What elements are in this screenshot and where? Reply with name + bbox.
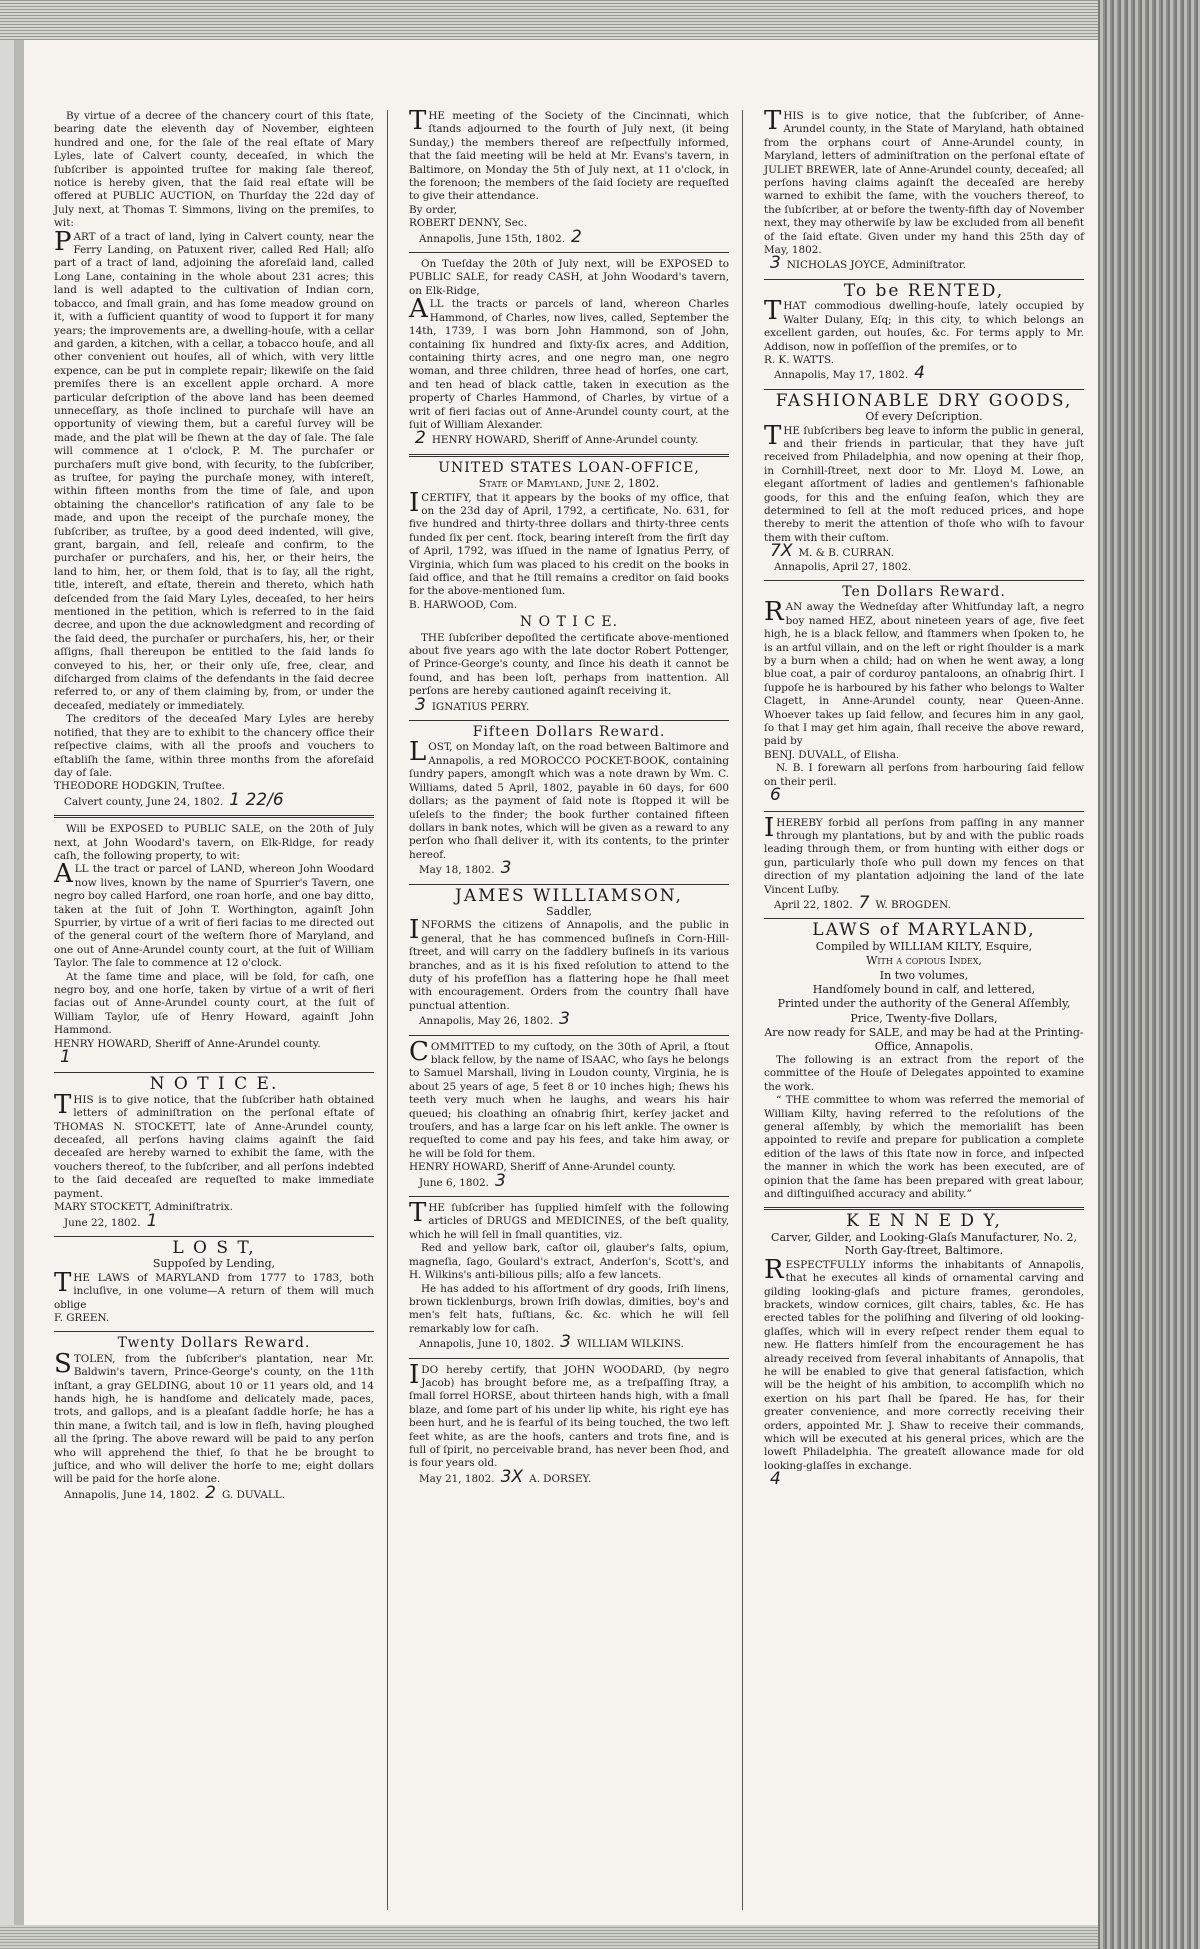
ad-fifteen-dollars [409, 726, 729, 877]
ad-line: Compiled by WILLIAM KILTY, Esquire, [815, 939, 1033, 953]
ad-subtitle: Carver, Gilder, and Looking-Glaſs Manufacturer, No. 2, North Gay-ſtreet, Baltimore. [771, 1230, 1077, 1258]
ad-loan-office [409, 459, 729, 715]
column-rule [742, 110, 743, 1910]
column-1 [54, 110, 374, 1508]
ad-body: ALL the tracts or parcels of land, whereon Charles Hammond, of Charles, now lives, called, September the 14th, 1739, I was born John Hammond, son of John, containing ſix hundred and ſixty-ſix acres, and Addition, containing thirty acres, and one negro man, one negro woman, and three children, three head of horſes, one cart, and ten head of black cattle, taken in execution as the property of Charles Hammond, of Charles, by virtue of a writ of fieri facias out of Anne-Arundel county court, at the ſuit of William Alexander. [409, 294, 729, 431]
ad-divider [764, 811, 1084, 812]
ad-date: April 22, 1802. [774, 898, 853, 911]
ad-subtitle: Suppoſed by Lending, [152, 1257, 276, 1271]
ad-body: IDO hereby certify, that JOHN WOODARD, (by negro Jacob) has brought before me, as a treſpaſſing ſtray, a ſmall ſorrel HORSE, about thirteen hands high, with a ſmall blaze, and ſome part of his under lip white, his right eye has been hurt, and he is fearful of its being touched, the two left feet white, as are the hoofs, canters and trots fine, and is full of ſpirit, no perceivable brand, has never been ſhod, and is four years old. [409, 1359, 729, 1470]
ad-divider [409, 1035, 729, 1036]
handwritten-mark: 1 22/6 [229, 789, 284, 810]
ad-title: N O T I C E. [149, 1074, 279, 1095]
handwritten-mark: 3X [500, 1466, 524, 1487]
ad-signer: WILLIAM WILKINS. [576, 1338, 684, 1351]
ad-body: INFORMS the citizens of Annapolis, and the public in general, that he has commenced buſineſs in Corn-Hill-ſtreet, and will carry on the ſaddlery buſineſs in its various branches, and as it is his fixed reſolution to attend to the duty of his profeſſion has a flattering hope he ſhall meet with encouragement. Orders from the country ſhall have punctual attention. [409, 915, 729, 1012]
ad-signer: M. & B. CURRAN. [798, 547, 895, 560]
ad-signer: THEODORE HODGKIN, Truſtee. [54, 780, 225, 793]
ad-divider [54, 1072, 374, 1073]
ad-subtitle: Saddler, [546, 904, 592, 918]
ad-twenty-dollars [54, 1337, 374, 1502]
ad-title: K E N N E D Y, [846, 1211, 1002, 1232]
ad-signer: IGNATIUS PERRY. [431, 700, 530, 713]
ad-signer: MARY STOCKETT, Adminiſtratrix. [54, 1201, 233, 1214]
ad-signer: ROBERT DENNY, Sec. [409, 217, 528, 230]
ad-body: RESPECTFULLY informs the inhabitants of Annapolis, that he executes all kinds of ornamental carving and gilding looking-glaſs and picture frames, gerondoles, brackets, window cornices, gilt chairs, tables, &c. He has erected tables for the poliſhing and ſilvering of old looking-glaſſes, which will in every reſpect render them equal to new. He flatters himſelf from the encouragement he has already received from ſeveral inhabitants of Annapolis, that he will be enabled to give that general ſatisfaction, which will be the height of his ambition, to accompliſh which no exertion on his part ſhall be ſpared. He has, for their greater convenience, and more correctly receiving their orders, appointed Mr. J. Shaw to receive their commands, which will be executed at his general prices, which are the loweſt Philadelphia. The greateſt allowance made for old looking-glaſſes in exchange. [764, 1254, 1084, 1472]
ad-body: IHEREBY forbid all perſons from paſſing in any manner through my plantations, but by and with the public roads leading through them, or from hunting with either dogs or gun, particularly thoſe who pull down my fences on that direction of my plantation adjoining the land of the late Vincent Luſby. [764, 812, 1084, 896]
column-rule [387, 110, 388, 1910]
ad-signer: F. GREEN. [54, 1311, 110, 1324]
ad-body: STOLEN, from the ſubſcriber's plantation, near Mr. Baldwin's tavern, Prince-George's county, on the 11th inſtant, a gray GELDING, about 10 or 11 years old, and 14 hands high, he is handſome and delicately made, paces, trots, and gallops, and is a pleaſant ſaddle horſe; he has a thin mane, a ſwitch tail, and is low in fleſh, having ploughed all the ſpring. The above reward will be paid to any perſon who will apprehend the thief, ſo that he be brought to juſtice, and who will deliver the horſe to me; eight dollars will be paid for the horſe alone. [54, 1348, 374, 1486]
ad-title: Fifteen Dollars Reward. [472, 724, 666, 741]
scan-bottom-edge [0, 1925, 1098, 1949]
ad-divider [54, 1331, 374, 1332]
handwritten-mark: 1 [146, 1210, 158, 1231]
ad-hammond-sale [409, 258, 729, 448]
ad-date: May 18, 1802. [419, 864, 495, 877]
ad-joyce [764, 106, 1085, 274]
ad-line: In two volumes, [879, 968, 969, 982]
ad-signer: NICHOLAS JOYCE, Adminiſtrator. [786, 259, 966, 272]
ad-williamson [409, 885, 729, 1030]
ad-signer: A. DORSEY. [529, 1472, 592, 1485]
ad-body: THE ſubſcribers beg leave to inform the public in general, and their friends in particular, that they have juſt received from Philadelphia, and now opening at their ſhop, in Cornhill-ſtreet, next door to Mr. Lloyd M. Lowe, an elegant aſſortment of ladies and gentlemen's faſhionable goods, for this and the enſuing ſeaſon, which they are determined to ſell at the moſt reduced prices, and hope thereby to merit the attention of thoſe who wiſh to favour them with their cuſtom. [764, 420, 1084, 544]
ad-body: THE ſubſcriber has ſupplied himſelf with the following articles of DRUGS and MEDICINES, of the beſt quality, which he will ſell in ſmall quantities, viz. [409, 1198, 729, 1241]
ad-signer: B. HARWOOD, Com. [409, 598, 518, 611]
handwritten-mark: 7X [770, 541, 793, 562]
handwritten-mark: 1 [60, 1047, 71, 1068]
ad-divider [764, 1207, 1084, 1210]
handwritten-mark: 3 [559, 1009, 570, 1030]
ad-divider [409, 720, 729, 721]
ad-body: PART of a tract of land, lying in Calvert county, near the Ferry Landing, on Patuxent river, called Red Hall; alſo part of a tract of land, adjoining the aforeſaid land, called Long Lane, containing in the whole about 231 acres; this land is well adapted to the cultivation of Indian corn, tobacco, and ſmall grain, and has ſome meadow ground on it, with a ſufficient quantity of wood to ſupport it for many years; the improvements are, a dwelling-houſe, with a cellar and garden, a kitchen, with a cellar, a tobacco houſe, and all other convenient out houſes, all of which, with very little expence, can be put in complete repair; likewiſe on the ſaid premiſes there is an excellent apple orchard. A more particular deſcription of the above land has been deemed unneceſſary, as thoſe inclined to purchaſe will have an opportunity of viewing them, but a careful ſurvey will be made, and the plat will be ſhewn at the day of ſale. The ſale will commence at 1 o'clock, P. M. The purchaſer or purchaſers muſt give bond, with ſecurity, to the ſubſcriber, as truſtee, for paying the purchaſe money, with intereſt, within fifteen months from the time of ſale, and upon obtaining the chancellor's ratification of any ſale to be made, and upon the receipt of the purchaſe money, the ſubſcriber, as truſtee, by a good deed indented, will give, grant, bargain, and ſell, releaſe and confirm, to the purchaſer or purchaſers, and his, her, or their heirs, the land to him, her, or them ſold, that is to ſay, all the right, title, intereſt, and eſtate, therein and thereto, which hath deſcended from the ſaid Mary Lyles, deceaſed, to her heirs mentioned in the petition, which is referred to in the ſaid decree, and upon the due acknowledgment and recording of the ſaid deed, the purchaſer or purchaſers, his, her, or their aſſigns, ſhall thereupon be entitled to the ſaid lands ſo conveyed to his, her, or their only uſe, free, clear, and diſcharged from claims of the defendants in the ſaid decree referred to, or any of them claiming by, from, or under the deceaſed, mediately or immediately. [54, 226, 374, 712]
ad-list: Red and yellow bark, caſtor oil, glauber's ſalts, opium, magneſia, ſago, Goulard's extract, Anderſon's, Scott's, and H. Wilkins's anti-bilious pills; alſo a few lancets. [409, 1242, 729, 1282]
newspaper-page [14, 40, 1098, 1925]
ad-line: Price, Twenty-five Dollars, [850, 1011, 998, 1025]
ad-intro: By virtue of a decree of the chancery court of this ſtate, bearing date the eleventh day of November, eighteen hundred and one, for the ſale of the real eſtate of Mary Lyles, late of Calvert county, deceaſed, in which the ſubſcriber is appointed truſtee for making ſale thereof, notice is hereby given, that the ſaid real eſtate will be offered at PUBLIC AUCTION, on Thurſday the 22d day of July next, at Thomas T. Simmons, living on the premiſes, to wit: [54, 110, 374, 230]
handwritten-mark: 6 [770, 785, 781, 806]
ad-date: Annapolis, May 26, 1802. [419, 1015, 554, 1028]
column-2 [409, 106, 729, 1492]
ad-body: THIS is to give notice, that the ſubſcriber, of Anne-Arundel county, in the State of Maryland, hath obtained from the orphans court of Anne-Arundel county, in Maryland, letters of adminiſtration on the perſonal eſtate of JULIET BREWER, late of Anne-Arundel county, deceaſed; all perſons having claims againſt the deceaſed are hereby warned to exhibit the ſame, with the vouchers thereof, to the ſubſcriber, at or before the twenty-fifth day of November next, they may otherwiſe by law be excluded from all benefit of the ſaid eſtate. Given under my hand this 25th day of May, 1802. [764, 106, 1085, 257]
ad-date: Calvert county, June 24, 1802. [64, 795, 224, 808]
ad-date: Annapolis, June 10, 1802. [419, 1338, 555, 1351]
ad-signer: R. K. WATTS. [764, 353, 834, 366]
ad-body: ICERTIFY, that it appears by the books of my office, that on the 23d day of April, 1792, a certificate, No. 631, for five hundred and thirty-three dollars and thirty-three cents funded ſix per cent. ſtock, bearing intereſt from the firſt day of April, 1792, was iſſued in the name of Ignatius Perry, of Virginia, which ſum was placed to his credit on the books in ſaid office, and that he ſtill remains a creditor on ſaid books for the above-mentioned ſum. [409, 487, 729, 598]
ad-laws [764, 920, 1084, 1201]
ad-body: THE ſubſcriber depoſited the certificate above-mentioned about five years ago with the late doctor Robert Pottenger, of Prince-George's county, and ſince his death it cannot be found, and has been loſt, perhaps from inattention. All perſons are hereby cautioned againſt receiving it. [409, 631, 729, 698]
handwritten-mark: 4 [914, 363, 925, 384]
ad-body: THE LAWS of MARYLAND from 1777 to 1783, both incluſive, in one volume—A return of them will much oblige [54, 1267, 374, 1311]
ad-title: L O S T, [172, 1237, 256, 1258]
ad-hodgkin-sale [54, 110, 374, 809]
ad-by-order: By order, [409, 203, 457, 216]
ad-date: June 6, 1802. [419, 1176, 489, 1189]
ad-kennedy [764, 1211, 1084, 1490]
ad-woodard-sale [54, 823, 374, 1066]
ad-body: THAT commodious dwelling-houſe, lately occupied by Walter Dulany, Eſq; in this city, to which belongs an excellent garden, out houſes, &c. For terms apply to Mr. Addison, now in poſſeſſion of the premiſes, or to [764, 296, 1084, 353]
ad-lost-laws [54, 1237, 374, 1325]
ad-stockett-notice [54, 1074, 374, 1231]
handwritten-mark: 7 [858, 892, 870, 913]
ad-committed [409, 1036, 729, 1191]
ad-divider [764, 389, 1084, 390]
ad-signer: BENJ. DUVALL, of Elisha. [764, 748, 900, 761]
ad-date: Annapolis, June 15th, 1802. [419, 232, 566, 245]
ad-line: Handſomely bound in calf, and lettered, [812, 982, 1036, 996]
handwritten-mark: 3 [494, 1170, 506, 1191]
ad-signer: HENRY HOWARD, Sheriff of Anne-Arundel county. [409, 1161, 676, 1174]
ad-divider [409, 454, 729, 457]
ad-subtitle: Of every Deſcription. [865, 410, 983, 424]
ad-title: Ten Dollars Reward. [842, 584, 1006, 600]
ad-body: THIS is to give notice, that the ſubſcriber hath obtained letters of adminiſtration on the perſonal eſtate of THOMAS N. STOCKETT, late of Anne-Arundel county, deceaſed, all perſons having claims againſt the ſaid deceaſed are hereby warned to exhibit the ſame, with the vouchers thereof, to the ſubſcriber, and all perſons indebted to the ſaid deceaſed are requeſted to make immediate payment. [54, 1089, 374, 1200]
ad-signer: W. BROGDEN. [875, 898, 951, 911]
handwritten-mark: 3 [770, 253, 781, 274]
ad-line: Are now ready for SALE, and may be had at the Printing-Office, Annapolis. [764, 1026, 1084, 1053]
ad-date: Annapolis, June 14, 1802. [64, 1488, 200, 1501]
scan-right-edge [1098, 0, 1200, 1949]
ad-intro: Will be EXPOSED to PUBLIC SALE, on the 20th of July next, at John Woodard's tavern, on Elk-Ridge, for ready caſh, the following property, to wit: [54, 823, 374, 862]
ad-dorsey [409, 1359, 729, 1487]
ad-extract: The following is an extract from the report of the committee of the Houſe of Delegates appointed to examine the work. [764, 1054, 1084, 1093]
ad-body: He has added to his aſſortment of dry goods, Iriſh linens, brown ticklenburgs, brown Iriſh dowlas, dimities, boy's and men's felt hats, fuſtians, &c. &c. which he will ſell remarkably low for caſh. [409, 1282, 729, 1335]
ad-body: LOST, on Monday laſt, on the road between Baltimore and Annapolis, a red MOROCCO POCKET-BOOK, containing ſundry papers, amongſt which was a note drawn by Wm. C. Williams, dated 5 April, 1802, payable in 60 days, for 600 dollars; as the payment of ſaid note is ſtopped it will be uſeleſs to the finder; the book further contained fifteen dollars in bank notes, which will be given as a reward to any perſon who ſhall deliver it, with its contents, to the printer hereof. [409, 737, 729, 861]
ad-date: Annapolis, May 17, 1802. [774, 369, 909, 382]
ad-body: At the ſame time and place, will be ſold, for caſh, one negro boy, and one horſe, taken by virtue of a writ of fieri facias out of Anne-Arundel county court, at the ſuit of William Taylor, uſe of Henry Howard, againſt John Hammond. [54, 970, 374, 1037]
ad-notice-title: N O T I C E. [519, 614, 619, 631]
ad-date: June 22, 1802. [64, 1216, 141, 1229]
ad-title: LAWS of MARYLAND, [812, 920, 1036, 941]
handwritten-mark: 2 [571, 226, 582, 247]
ad-divider [54, 1236, 374, 1237]
ad-date: May 21, 1802. [419, 1472, 495, 1485]
ad-cincinnati [409, 106, 729, 247]
ad-body: COMMITTED to my cuſtody, on the 30th of April, a ſtout black fellow, by the name of ISAAC, who ſays he belongs to Samuel Marshall, living in Loudon county, Virginia, he is about 25 years of age, 5 feet 8 or 10 inches high; ſhews his teeth very much when he laughs, and wears his hair queued; his cloathing an oſnabrig ſhirt, kerſey jacket and trouſers, and has a large ſcar on his left ankle. The owner is requeſted to come and pay his fees, and take him away, or he will be ſold for them. [409, 1036, 729, 1160]
handwritten-mark: 2 [205, 1482, 216, 1503]
ad-divider [764, 580, 1084, 581]
handwritten-mark: 3 [415, 694, 426, 715]
ad-intro: On Tueſday the 20th of July next, will be EXPOSED to PUBLIC SALE, for ready CASH, at John Woodard's tavern, on Elk-Ridge, [409, 258, 729, 297]
ad-rented [764, 280, 1084, 384]
ad-divider [54, 815, 374, 818]
ad-body: ALL the tract or parcel of LAND, whereon John Woodard now lives, known by the name of Spurrier's Tavern, one negro boy called Harford, one roan horſe, and one bay ditto, taken at the ſuit of John T. Worthington, againſt John Spurrier, by virtue of a writ of fieri facias to me directed out of the general court of the weſtern ſhore of Maryland, and one out of Anne-Arundel county court, at the ſuit of William Taylor. The ſale to commence at 12 o'clock. [54, 859, 374, 970]
ad-ten-dollars [764, 586, 1084, 805]
ad-body: RAN away the Wedneſday after Whitſunday laſt, a negro boy named HEZ, about nineteen years of age, five feet high, he is a black fellow, and ſtammers when ſpoken to, he is an artful villain, and on the left or right ſhoulder is a mark by a burn when a child; had on when he went away, a long blue coat, a pair of corduroy pantaloons, an oſnabrig ſhirt. I ſuppoſe he is harboured by his father who belongs to Walter Clagett, in Anne-Arundel county, near Queen-Anne. Whoever takes up ſaid fellow, and ſecures him in any gaol, ſo that I may get him again, ſhall receive the above reward, paid by [764, 597, 1084, 748]
ad-title: Twenty Dollars Reward. [117, 1335, 311, 1352]
ad-title: UNITED STATES LOAN-OFFICE, [438, 459, 700, 476]
ad-divider [764, 279, 1084, 280]
ad-divider [409, 1196, 729, 1197]
ad-line: With a copious Index, [866, 954, 982, 968]
ad-brogden [764, 812, 1084, 913]
ad-divider [764, 918, 1084, 919]
ad-signer: HENRY HOWARD, Sheriff of Anne-Arundel county. [54, 1037, 321, 1050]
ad-divider [409, 252, 729, 253]
ad-date: Annapolis, April 27, 1802. [774, 560, 912, 573]
ad-nb: N. B. I forewarn all perſons from harbouring ſaid fellow on their peril. [764, 762, 1084, 788]
ad-signer: HENRY HOWARD, Sheriff of Anne-Arundel county. [431, 434, 699, 447]
ad-divider [409, 1358, 729, 1359]
scan-top-edge [0, 0, 1098, 40]
ad-title: JAMES WILLIAMSON, [455, 885, 683, 906]
handwritten-mark: 4 [770, 1469, 781, 1490]
ad-body: THE meeting of the Society of the Cincinnati, which ſtands adjourned to the fourth of July next, (it being Sunday,) the members thereof are reſpectfully informed, that the ſaid meeting will be held at Mr. Evans's tavern, in Baltimore, on Monday the 5th of July next, at 11 o'clock, in the forenoon; the members of the ſaid ſociety are requeſted to give their attendance. [409, 106, 729, 203]
ad-title: FASHIONABLE DRY GOODS, [775, 390, 1073, 411]
ad-title: To be RENTED, [843, 280, 1005, 301]
handwritten-mark: 2 [415, 428, 426, 449]
handwritten-mark: 3 [500, 858, 512, 879]
ad-line: Printed under the authority of the General Aſſembly, [777, 997, 1071, 1011]
ad-signer: G. DUVALL. [221, 1488, 286, 1501]
handwritten-mark: 3 [560, 1332, 571, 1353]
column-3 [764, 106, 1085, 1495]
ad-divider [409, 884, 729, 885]
ad-wilkins [409, 1198, 729, 1353]
ad-subtitle: State of Maryland, June 2, 1802. [478, 477, 660, 491]
ad-quote: “ THE committee to whom was referred the memorial of William Kilty, having referred to the reſolutions of the general aſſembly, by which the memorialiſt has been appointed to reviſe and prepare for publication a complete edition of the laws of this ſtate now in force, and inſpected the manner in which the work has been executed, are of opinion that the ſame has been prepared with great labour, and diſtinguiſhed accuracy and ability.” [764, 1094, 1084, 1201]
ad-body: The creditors of the deceaſed Mary Lyles are hereby notified, that they are to exhibit to the chancery office their reſpective claims, with all the proofs and vouchers to eſtabliſh the ſame, within three months from the aforeſaid day of ſale. [54, 713, 374, 779]
ad-curran [764, 390, 1084, 574]
